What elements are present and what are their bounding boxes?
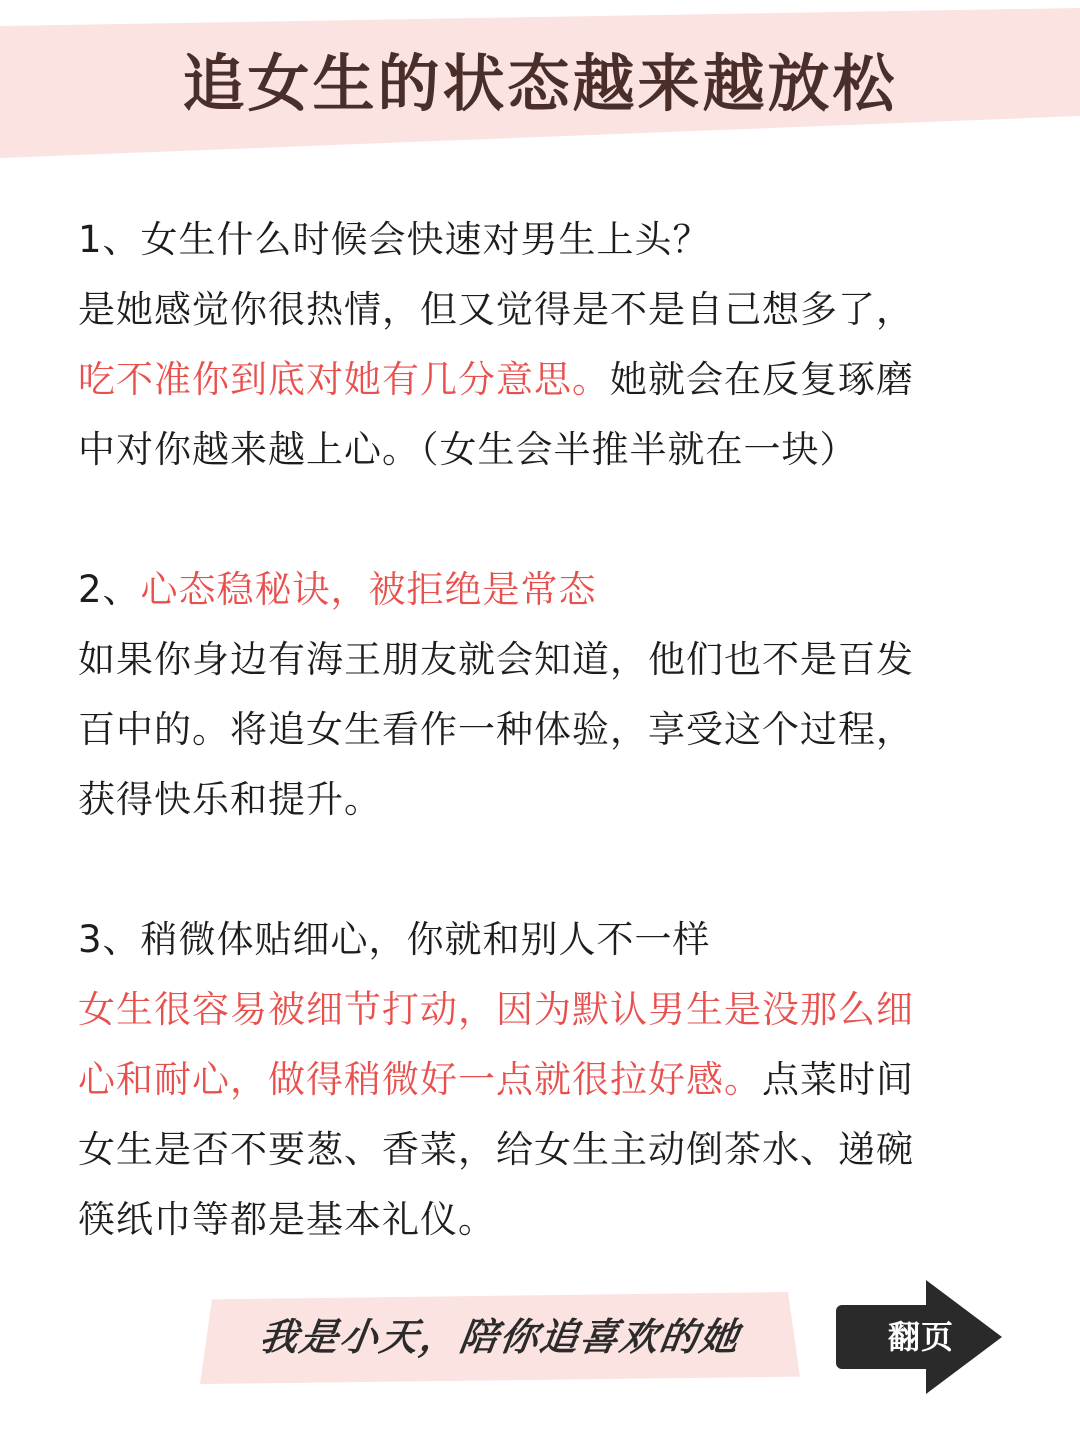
section-2	[78, 555, 1002, 835]
body-text: 是她感觉你很热情，但又觉得是不是自己想多了，	[78, 288, 914, 331]
text-line	[78, 555, 1002, 625]
text-line	[78, 275, 1002, 345]
highlighted-text: 吃不准你到底对她有几分意思。	[78, 358, 610, 401]
highlighted-text: 心态稳秘诀，被拒绝是常态	[140, 568, 597, 611]
text-line	[78, 1045, 1002, 1115]
highlighted-text: 女生很容易被细节打动，因为默认男生是没那么细	[78, 988, 914, 1031]
body-text: 点菜时间	[762, 1058, 914, 1101]
text-line	[78, 1185, 1002, 1255]
body-text: 筷纸巾等都是基本礼仪。	[78, 1198, 496, 1241]
text-line	[78, 415, 1002, 485]
body-text: 百中的。将追女生看作一种体验，享受这个过程，	[78, 708, 914, 751]
body-text: 3、稍微体贴细心，你就和别人不一样	[78, 918, 711, 961]
text-line	[78, 625, 1002, 695]
body-text: 1、女生什么时候会快速对男生上头？	[78, 218, 711, 261]
text-line	[78, 345, 1002, 415]
next-page-label: 翻页	[887, 1318, 954, 1356]
body-text: 女生是否不要葱、香菜，给女生主动倒茶水、递碗	[78, 1128, 914, 1171]
text-line	[78, 205, 1002, 275]
body-text: 2、	[78, 568, 141, 611]
text-line	[78, 905, 1002, 975]
section-1	[78, 205, 1002, 485]
body-text: 如果你身边有海王朋友就会知道，他们也不是百发	[78, 638, 914, 681]
section-3	[78, 905, 1002, 1255]
next-page-button[interactable]	[836, 1280, 1006, 1394]
body-text: 中对你越来越上心。（女生会半推半就在一块）	[78, 428, 858, 471]
body-text: 她就会在反复琢磨	[610, 358, 914, 401]
page-title: 追女生的状态越来越放松	[182, 47, 898, 120]
text-line	[78, 765, 1002, 835]
article-body	[78, 205, 1002, 1255]
highlighted-text: 心和耐心，做得稍微好一点就很拉好感。	[78, 1058, 762, 1101]
body-text: 获得快乐和提升。	[78, 778, 382, 821]
text-line	[78, 1115, 1002, 1185]
text-line	[78, 695, 1002, 765]
author-signature: 我是小天，陪你追喜欢的她	[256, 1314, 744, 1359]
text-line	[78, 975, 1002, 1045]
